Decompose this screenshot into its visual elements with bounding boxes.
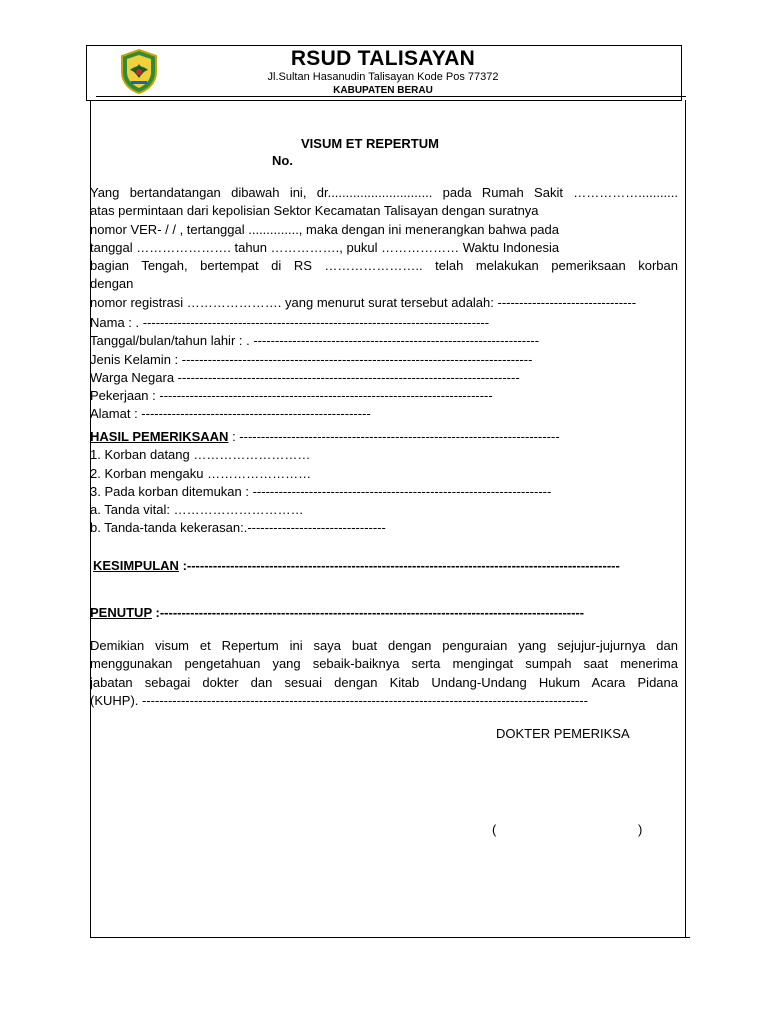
- intro-line: nomor registrasi …………………. yang menurut surat tersebut adalah: --------------------------------: [90, 294, 637, 310]
- intro-line: Yang bertandatangan dibawah ini, dr............................. pada Rumah Sakit ……………...........: [90, 185, 678, 200]
- examination-heading: HASIL PEMERIKSAAN: [90, 429, 229, 444]
- closing-dashes: :--------------------------------------------------------------------------------------------------: [151, 605, 585, 620]
- hospital-address: Jl.Sultan Hasanudin Talisayan Kode Pos 77372: [267, 71, 499, 83]
- examination-heading-line: [90, 428, 678, 446]
- examination-item: 2. Korban mengaku ……………………: [90, 465, 312, 481]
- field-nationality: Warga Negara -------------------------------------------------------------------------------: [90, 369, 520, 385]
- closing-section: [90, 604, 678, 622]
- conclusion-section: [93, 557, 678, 575]
- closing-line: (KUHP). -------------------------------------------------------------------------------------------------------: [90, 692, 588, 708]
- intro-line: bagian Tengah, bertempat di RS ………………….. telah melakukan pemeriksaan korban: [90, 258, 678, 274]
- hospital-name: RSUD TALISAYAN: [290, 47, 476, 70]
- intro-paragraph: [90, 184, 678, 312]
- signature-bracket-close: ): [638, 822, 643, 837]
- frame-bottom-border: [90, 937, 690, 938]
- closing-line: menggunakan pengetahuan yang sebaik-baiknya serta mengingat sumpah saat menerima: [90, 656, 678, 672]
- conclusion-line: [93, 557, 678, 575]
- examination-item: 3. Pada korban ditemukan : ---------------------------------------------------------------------: [90, 483, 552, 499]
- field-address: Alamat : -----------------------------------------------------: [90, 406, 371, 422]
- document-title: VISUM ET REPERTUM: [301, 136, 439, 151]
- closing-line: Demikian visum et Repertum ini saya buat dengan penguraian yang sejujur-jujurnya dan: [90, 638, 678, 653]
- closing-line: jabatan sebagai dokter dan sesuai dengan Kitab Undang-Undang Hukum Acara Pidana: [90, 674, 678, 690]
- examination-results: [90, 428, 678, 538]
- field-nama: Nama : . --------------------------------------------------------------------------------: [90, 315, 490, 330]
- intro-line: dengan: [90, 276, 134, 292]
- signature-bracket-open: (: [492, 822, 497, 837]
- frame-right-border: [685, 100, 686, 938]
- signature-title: DOKTER PEMERIKSA: [496, 726, 630, 741]
- closing-paragraph: [90, 637, 678, 710]
- examination-item: a. Tanda vital: …………………………: [90, 502, 304, 518]
- conclusion-dashes: :----------------------------------------------------------------------------------------------------: [178, 558, 620, 573]
- examination-item: b. Tanda-tanda kekerasan:.--------------------------------: [90, 520, 386, 536]
- document-number-label: No.: [272, 153, 293, 168]
- intro-line: atas permintaan dari kepolisian Sektor Kecamatan Talisayan dengan suratnya: [90, 203, 539, 219]
- letterhead-divider: [96, 96, 686, 97]
- closing-heading: PENUTUP: [90, 605, 152, 620]
- intro-line: nomor VER- / / , tertanggal .............., maka dengan ini menerangkan bahwa pada: [90, 221, 559, 237]
- conclusion-heading: KESIMPULAN: [93, 558, 179, 573]
- field-date-of-birth: Tanggal/bulan/tahun lahir : . ------------------------------------------------------------------: [90, 333, 540, 349]
- hospital-regency: KABUPATEN BERAU: [333, 85, 433, 94]
- intro-line: tanggal …………………. tahun ……………., pukul ……………… Waktu Indonesia: [90, 239, 560, 255]
- examination-item: 1. Korban datang ………………………: [90, 447, 311, 463]
- closing-heading-line: [90, 604, 678, 622]
- field-gender: Jenis Kelamin : ---------------------------------------------------------------------------------: [90, 351, 533, 367]
- examination-heading-dashes: : --------------------------------------------------------------------------: [228, 429, 560, 444]
- field-occupation: Pekerjaan : -----------------------------------------------------------------------------: [90, 388, 493, 404]
- patient-fields: [90, 314, 678, 424]
